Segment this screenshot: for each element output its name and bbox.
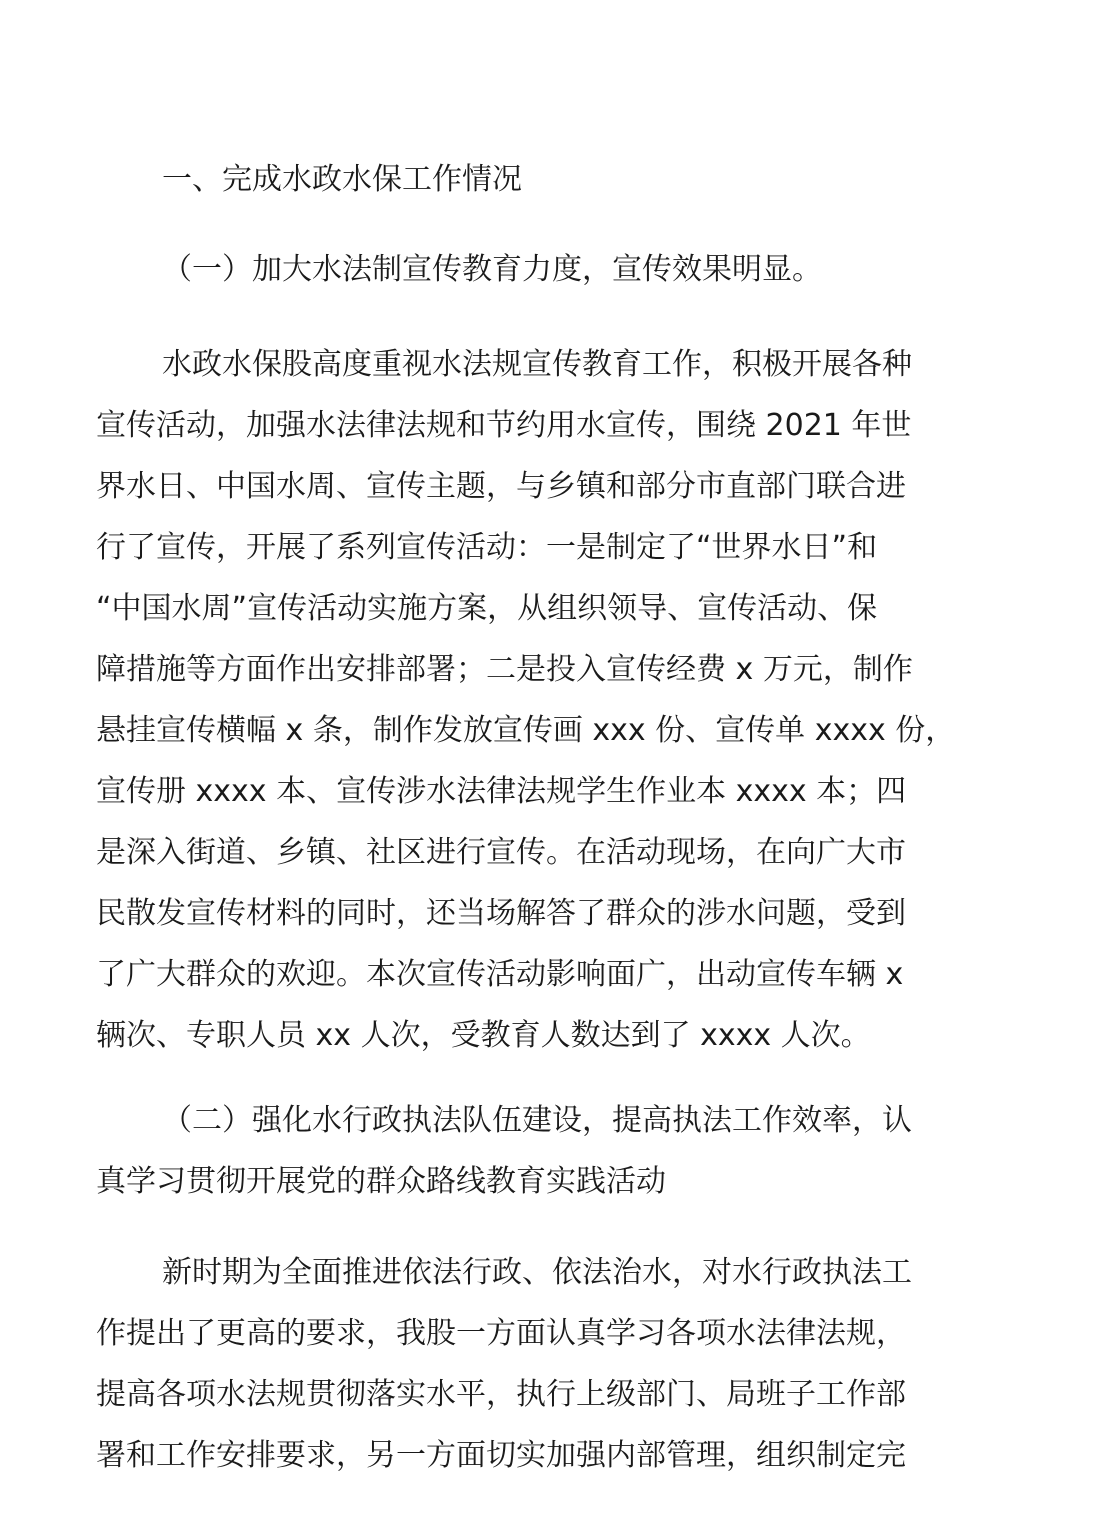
paragraph-1-line: 行了宣传，开展了系列宣传活动：一是制定了“世界水日”和 — [96, 530, 878, 565]
paragraph-1-line: 界水日、中国水周、宣传主题，与乡镇和部分市直部门联合进 — [96, 469, 906, 504]
paragraph-1-line: 辆次、专职人员 xx 人次，受教育人数达到了 xxxx 人次。 — [96, 1018, 871, 1053]
section-heading: 一、完成水政水保工作情况 — [162, 162, 522, 197]
paragraph-2-line: 作提出了更高的要求，我股一方面认真学习各项水法律法规， — [96, 1316, 906, 1351]
paragraph-1-line: “中国水周”宣传活动实施方案，从组织领导、宣传活动、保 — [96, 591, 878, 626]
paragraph-1-line: 障措施等方面作出安排部署；二是投入宣传经费 x 万元，制作 — [96, 652, 913, 687]
subsection-2-heading — [96, 1090, 1001, 1212]
paragraph-2-line: 署和工作安排要求，另一方面切实加强内部管理，组织制定完 — [96, 1438, 906, 1473]
paragraph-2 — [96, 1242, 1001, 1486]
subsection-2-heading-line: （二）强化水行政执法队伍建设，提高执法工作效率，认 — [162, 1103, 912, 1138]
paragraph-1-line: 宣传册 xxxx 本、宣传涉水法律法规学生作业本 xxxx 本；四 — [96, 774, 907, 809]
paragraph-1-line: 民散发宣传材料的同时，还当场解答了群众的涉水问题，受到 — [96, 896, 906, 931]
paragraph-1-line: 是深入街道、乡镇、社区进行宣传。在活动现场，在向广大市 — [96, 835, 906, 870]
paragraph-1-line: 了广大群众的欢迎。本次宣传活动影响面广，出动宣传车辆 x — [96, 957, 904, 992]
subsection-1-heading: （一）加大水法制宣传教育力度，宣传效果明显。 — [162, 252, 822, 287]
subsection-2-heading-line: 真学习贯彻开展党的群众路线教育实践活动 — [96, 1164, 666, 1199]
paragraph-1-line: 宣传活动，加强水法律法规和节约用水宣传，围绕 2021 年世 — [96, 408, 912, 443]
paragraph-1-line: 悬挂宣传横幅 x 条，制作发放宣传画 xxx 份、宣传单 xxxx 份， — [96, 713, 956, 748]
paragraph-2-line: 新时期为全面推进依法行政、依法治水，对水行政执法工 — [162, 1255, 912, 1290]
paragraph-1 — [96, 334, 1001, 1066]
paragraph-2-line: 提高各项水法规贯彻落实水平，执行上级部门、局班子工作部 — [96, 1377, 906, 1412]
paragraph-1-line: 水政水保股高度重视水法规宣传教育工作，积极开展各种 — [162, 347, 912, 382]
